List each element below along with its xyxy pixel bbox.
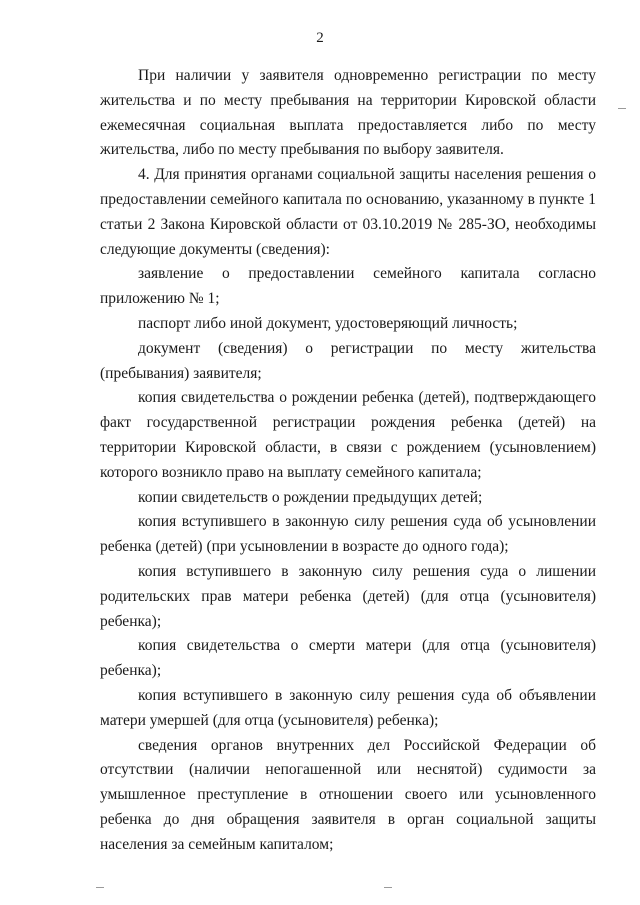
page-number: 2 <box>316 30 324 46</box>
document-body <box>100 64 596 858</box>
list-item-deprivation-ruling: копия вступившего в законную силу решения суда о лишении родительских прав матери ребенка (детей) (для отца (усыновителя) ребенка); <box>100 562 596 630</box>
list-item-birth-certificate: копия свидетельства о рождении ребенка (детей), подтверждающего факт государственной регистрации рождения ребенка (детей) на территории Кировской области, в связи с рождением (усыновлением) которого возникло право на выплату семейного капитала; <box>100 389 596 481</box>
list-item-declared-dead-ruling: копия вступившего в законную силу решения суда об объявлении матери умершей (для отца (усыновителя) ребенка); <box>100 686 596 729</box>
list-item-application: заявление о предоставлении семейного капитала согласно приложению № 1; <box>100 265 596 308</box>
list-item-passport: паспорт либо иной документ, удостоверяющий личность; <box>138 314 518 332</box>
list-item-previous-children: копии свидетельств о рождении предыдущих детей; <box>138 488 483 506</box>
scan-artifact <box>618 108 626 109</box>
scan-artifact <box>384 887 392 888</box>
paragraph-residence-rule: При наличии у заявителя одновременно регистрации по месту жительства и по месту пребывания на территории Кировской области ежемесячная социальная выплата предоставляется либо по месту жительства, либо по месту пребывания по выбору заявителя. <box>100 67 596 159</box>
paragraph-item-4: 4. Для принятия органами социальной защиты населения решения о предоставлении семейного капитала по основанию, указанному в пункте 1 статьи 2 Закона Кировской области от 03.10.2019 № 285-ЗО, необходимы следующие документы (сведения): <box>100 166 596 258</box>
list-item-adoption-ruling: копия вступившего в законную силу решения суда об усыновлении ребенка (детей) (при усыновлении в возрасте до одного года); <box>100 513 596 556</box>
list-item-police-records: сведения органов внутренних дел Российской Федерации об отсутствии (наличии непогашенной или неснятой) судимости за умышленное преступление в отношении своего или усыновленного ребенка до дня обращения заявителя в орган социальной защиты населения за семейным капиталом; <box>100 736 596 853</box>
list-item-registration: документ (сведения) о регистрации по месту жительства (пребывания) заявителя; <box>100 339 596 382</box>
scan-artifact <box>96 887 104 888</box>
list-item-death-certificate: копия свидетельства о смерти матери (для отца (усыновителя) ребенка); <box>100 637 596 680</box>
